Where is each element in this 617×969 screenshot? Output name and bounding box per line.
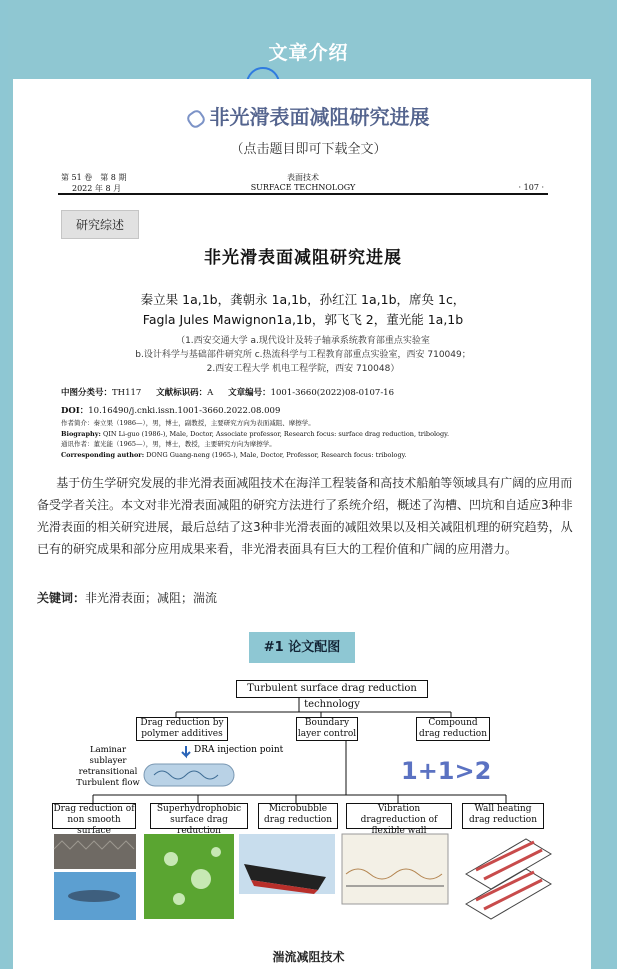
corr-en-text: DONG Guang-neng (1965-), Male, Doctor, Professor, Research focus: tribology. [146, 450, 407, 459]
pub-date: 2022 年 8 月 [72, 184, 122, 193]
page-number: · 107 · [518, 183, 544, 192]
article-link-title[interactable] [0, 101, 617, 130]
authors-line-1: 秦立果 1a,1b，龚朝永 1a,1b，孙红江 1a,1b，席奂 1c， [140, 292, 466, 307]
leaf-wall-heating: Wall heating drag reduction [462, 803, 544, 829]
bio-en-label: Biography: [61, 429, 101, 438]
arrow-down-icon [182, 746, 190, 756]
flow-labels [74, 745, 142, 789]
articleno-label: 文章编号： [228, 388, 271, 398]
corr-en [61, 450, 551, 461]
article-link-text[interactable]: 非光滑表面减阻研究进展 [209, 105, 430, 129]
journal-name-cn: 表面技术 [287, 173, 319, 182]
affiliations [58, 334, 548, 376]
paper-title: 非光滑表面减阻研究进展 [204, 248, 402, 268]
corr-cn: 通讯作者：董光能（1965—），男，博士，教授，主要研究方向为摩擦学。 [61, 440, 276, 448]
laminar-label: Laminar sublayer [89, 745, 127, 766]
leaf-flexible-wall: Vibration dragreduction of flexible wall [346, 803, 452, 829]
compound-formula: 1+1>2 [401, 757, 492, 785]
branch-compound: Compound drag reduction [416, 717, 490, 741]
branch-boundary-layer: Boundary layer control [297, 718, 357, 739]
shark-skin-photo [54, 834, 136, 869]
author-notes [61, 418, 551, 460]
doi-value: 10.16490/j.cnki.issn.1001-3660.2022.08.009 [88, 406, 281, 416]
doi-line [61, 404, 280, 416]
bio-en-text: QIN Li-guo (1986-), Male, Doctor, Associate professor, Research focus: surface drag reduction, tribology. [103, 429, 450, 438]
branch-polymer: Drag reduction by polymer additives [136, 717, 228, 741]
keywords-label: 关键词： [37, 591, 86, 605]
header-rule [58, 193, 548, 195]
paper-snapshot [58, 166, 548, 459]
heating-wall-diagram [466, 839, 551, 919]
corr-en-label: Corresponding author: [61, 450, 145, 459]
leaf-superhydrophobic: Superhydrophobic surface drag reduction [150, 803, 248, 829]
download-hint: （点击题目即可下载全文） [230, 142, 387, 157]
bio-cn: 作者简介：秦立果（1986—），男，博士，副教授，主要研究方向为表面减阻、摩擦学。 [61, 419, 315, 427]
affiliation-line-2: b.设计科学与基础部件研究所 c.热流科学与工程教育部重点实验室，西安 710049； [135, 350, 471, 360]
link-icon [184, 107, 206, 129]
volume-issue: 第 51 卷 第 8 期 [61, 173, 127, 182]
retransitional-label: retransitional [78, 767, 138, 777]
dra-label: DRA injection point [194, 745, 284, 755]
journal-name-en: SURFACE TECHNOLOGY [250, 183, 356, 192]
classification-line [61, 386, 394, 398]
keywords-line [37, 589, 217, 606]
figure-caption: 湍流减阻技术 [272, 950, 345, 964]
bio-en [61, 429, 551, 440]
category-tag: 研究综述 [61, 210, 139, 239]
affiliation-line-3: 2.西安工程大学 机电工程学院，西安 710048） [206, 364, 400, 374]
authors-line-2: Fagla Jules Mawignon1a,1b，郭飞飞 2，董光能 1a,1b [142, 312, 464, 327]
keywords-value: 非光滑表面；减阻；湍流 [85, 591, 218, 605]
clc-label: 中图分类号： [61, 388, 113, 398]
doccode-value: A [207, 388, 214, 398]
journal-header [58, 166, 548, 192]
leaf-non-smooth: Drag reduction of non smooth surface [53, 804, 135, 836]
section-title: 文章介绍 [268, 42, 349, 64]
section-header [0, 30, 617, 74]
turbulent-label: Turbulent flow [76, 778, 140, 788]
root-node: Turbulent surface drag reduction technology [236, 680, 428, 698]
affiliation-line-1: （1.西安交通大学 a.现代设计及转子轴承系统教育部重点实验室 [176, 336, 430, 346]
doi-label: DOI： [61, 406, 89, 416]
leaf-microbubble: Microbubble drag reduction [258, 803, 338, 829]
doccode-label: 文献标识码： [156, 388, 208, 398]
authors [58, 290, 548, 330]
figure-diagram [46, 674, 556, 946]
figure-badge: #1 论文配图 [249, 632, 355, 663]
clc-value: TH117 [112, 388, 142, 398]
leaf-droplet-photo [144, 834, 234, 919]
abstract-paragraph: 基于仿生学研究发展的非光滑表面减阻技术在海洋工程装备和高技术船舶等领域具有广阔的应用而备受学者关注。本文对非光滑表面减阻的研究方法进行了系统介绍，概述了沟槽、凹坑和自适应3种非光滑表面的相关研究进展，最后总结了这3种非光滑表面的减阻效果以及相关减阻机理的研究趋势，从已有的研究成果和部分应用成果来看，非光滑表面具有巨大的工程价值和广阔的应用潜力。 [37, 476, 573, 556]
articleno-value: 1001-3660(2022)08-0107-16 [270, 388, 395, 398]
pipe-illustration [144, 764, 234, 786]
